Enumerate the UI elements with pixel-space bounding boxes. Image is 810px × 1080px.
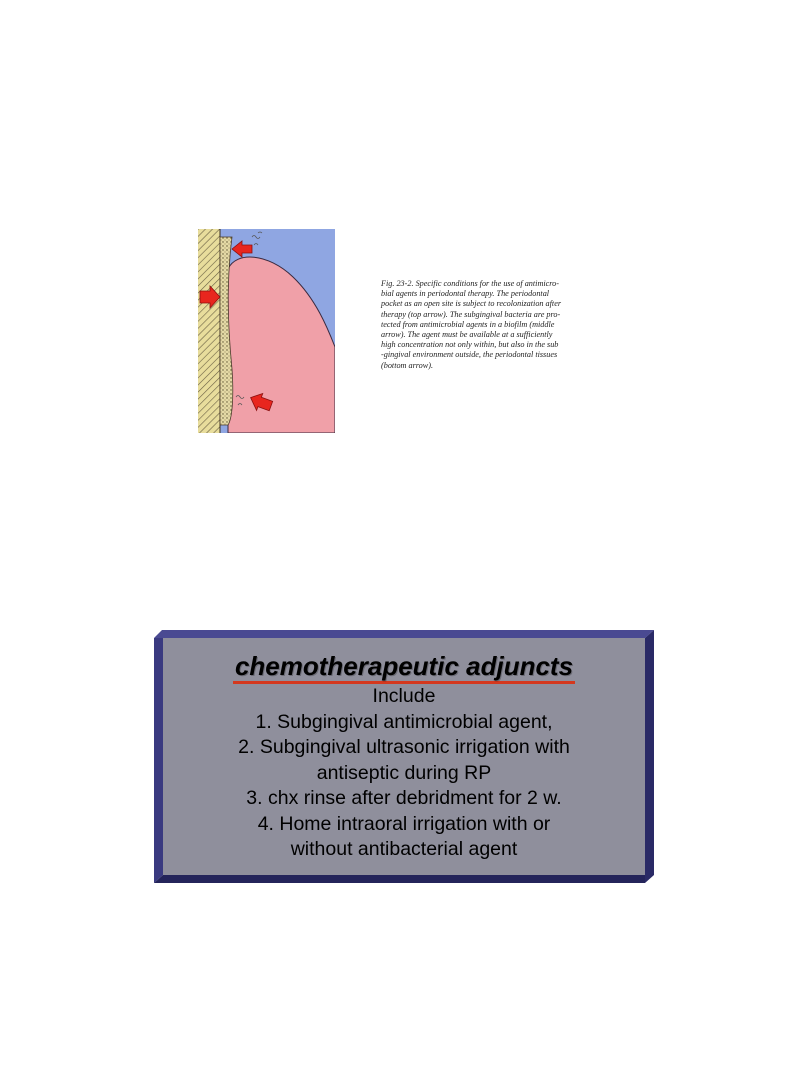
box-item: antiseptic during RP: [316, 761, 492, 784]
tooth-surface: [198, 229, 220, 433]
box-subtitle: Include: [372, 685, 436, 707]
summary-box: [154, 630, 654, 883]
figure-illustration: [198, 229, 335, 433]
box-title: chemotherapeutic adjuncts: [233, 651, 575, 684]
figure-caption: [381, 279, 593, 371]
box-item: 4. Home intraoral irrigation with or: [257, 812, 551, 835]
caption-line: (bottom arrow).: [381, 360, 434, 370]
caption-line: tected from antimicrobial agents in a biofilm (middle: [381, 319, 555, 329]
caption-line: therapy (top arrow). The subgingival bacteria are pro-: [381, 309, 561, 319]
box-item: 2. Subgingival ultrasonic irrigation with: [238, 736, 570, 758]
periodontal-pocket-figure: [198, 229, 335, 433]
box-content: [163, 638, 645, 875]
box-lines: [163, 684, 645, 863]
caption-line: -gingival environment outside, the periodontal tissues: [381, 350, 558, 360]
caption-line: bial agents in periodontal therapy. The periodontal: [381, 289, 550, 299]
box-item: 3. chx rinse after debridment for 2 w.: [246, 787, 562, 809]
box-item: 1. Subgingival antimicrobial agent,: [255, 710, 553, 733]
caption-line: arrow). The agent must be available at a sufficiently: [381, 330, 553, 340]
caption-line: pocket as an open site is subject to recolonization after: [381, 299, 562, 309]
caption-line: high concentration not only within, but also in the sub: [381, 340, 559, 350]
caption-line: Fig. 23-2. Specific conditions for the use of antimicro-: [381, 279, 559, 288]
box-item: without antibacterial agent: [290, 838, 518, 860]
